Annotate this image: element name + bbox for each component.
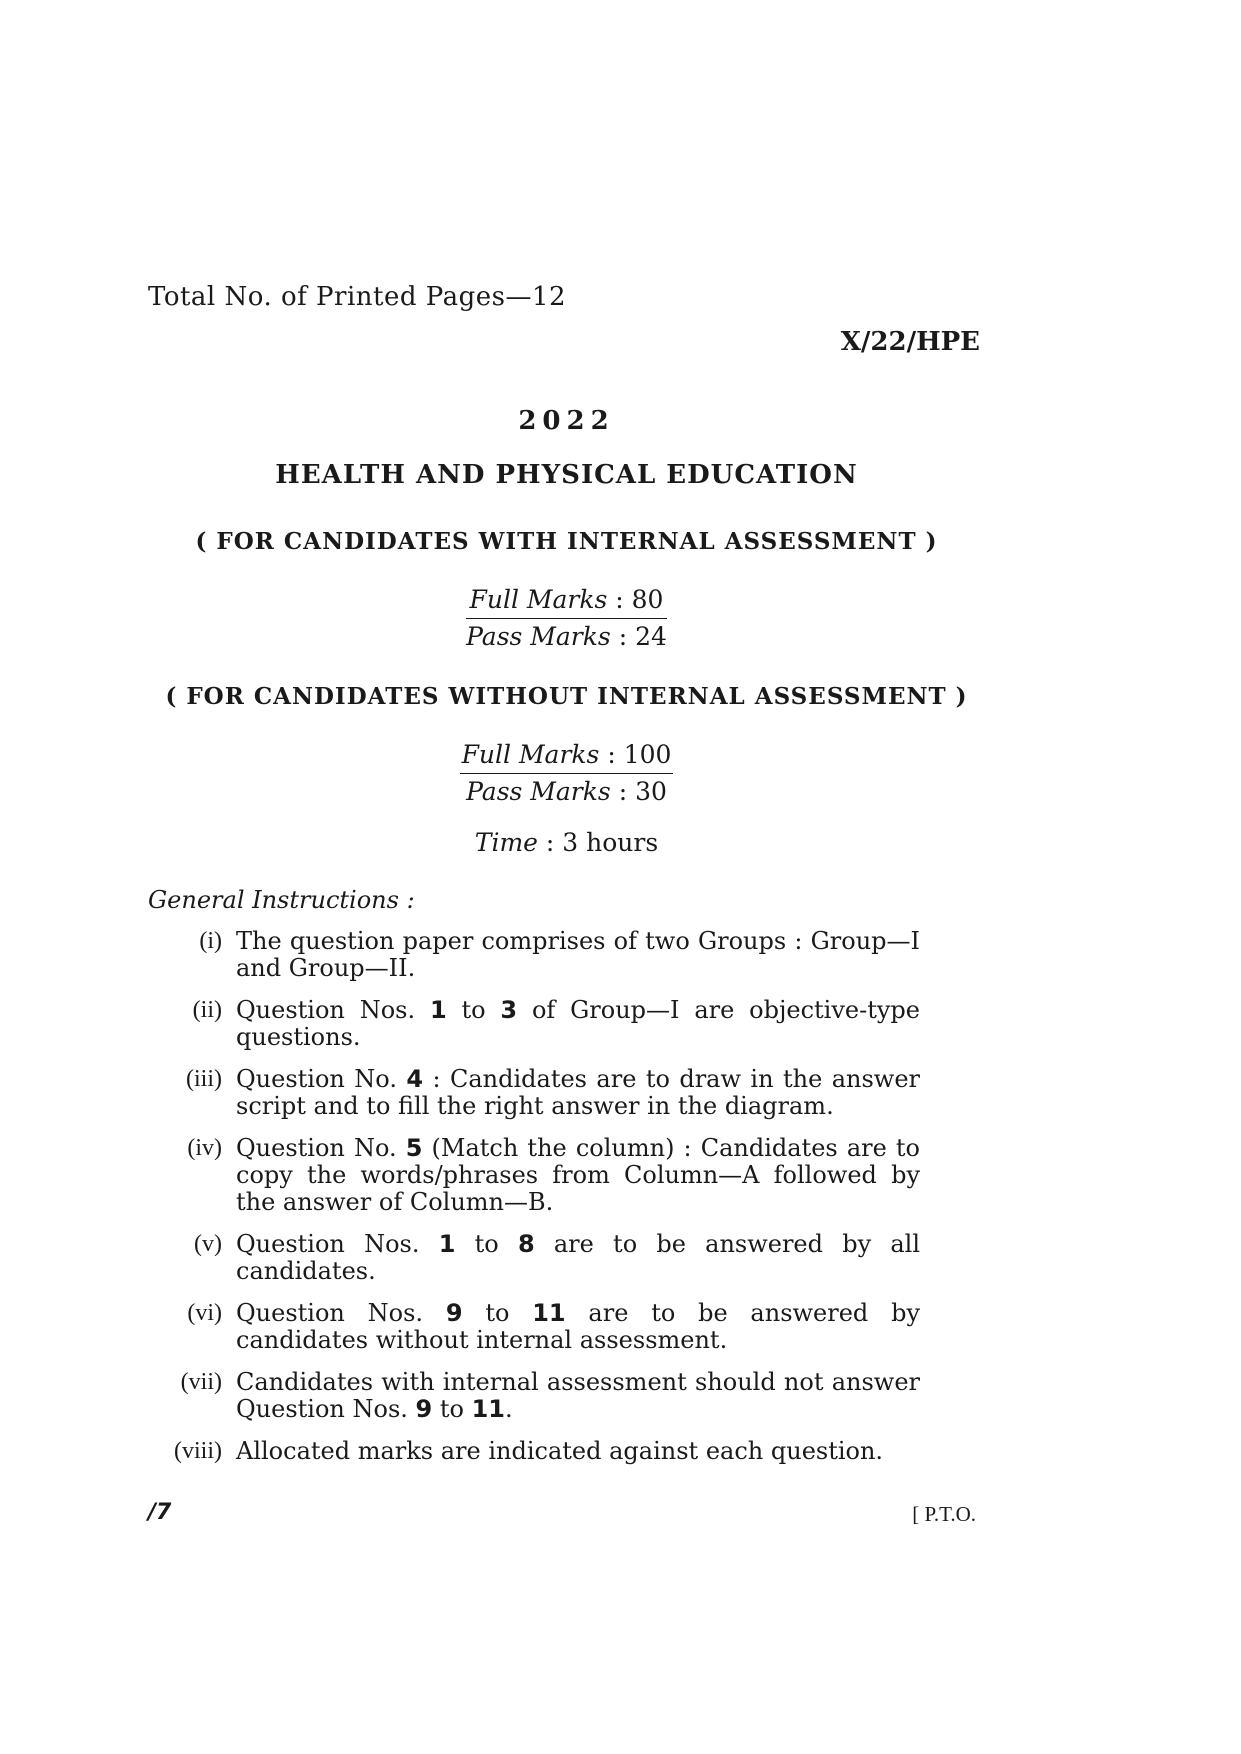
instruction-number: (i) bbox=[199, 928, 222, 954]
with-internal-marks bbox=[0, 582, 1133, 655]
instruction-item bbox=[160, 928, 920, 982]
paper-code: X/22/HPE bbox=[840, 327, 980, 357]
full-marks-line bbox=[466, 582, 667, 619]
pass-marks-label: Pass Marks bbox=[466, 777, 611, 806]
without-internal-heading: ( FOR CANDIDATES WITHOUT INTERNAL ASSESSMENT ) bbox=[165, 683, 968, 710]
full-marks-value: : 80 bbox=[615, 585, 664, 614]
with-internal-heading: ( FOR CANDIDATES WITH INTERNAL ASSESSMENT ) bbox=[195, 528, 938, 555]
instruction-number: (ii) bbox=[192, 997, 222, 1023]
instruction-item bbox=[160, 1369, 920, 1423]
instruction-text: Question Nos. 1 to 8 are to be answered by all candidates. bbox=[236, 1230, 921, 1285]
pass-marks-line bbox=[460, 774, 674, 810]
without-internal-marks bbox=[0, 737, 1133, 810]
pass-marks-line bbox=[466, 619, 667, 655]
time-value: : 3 hours bbox=[545, 828, 659, 857]
exam-year: 2022 bbox=[518, 406, 615, 436]
full-marks-value: : 100 bbox=[607, 740, 672, 769]
full-marks-label: Full Marks bbox=[461, 740, 600, 769]
instruction-number: (viii) bbox=[174, 1438, 222, 1464]
page-code: /7 bbox=[148, 1500, 172, 1525]
please-turn-over: [ P.T.O. bbox=[912, 1502, 976, 1526]
general-instructions-heading: General Instructions : bbox=[148, 886, 415, 914]
pass-marks-value: : 24 bbox=[618, 622, 667, 651]
instruction-number: (v) bbox=[194, 1231, 222, 1257]
instruction-number: (iv) bbox=[187, 1135, 222, 1161]
instruction-text: The question paper comprises of two Groups : Group—I and Group—II. bbox=[236, 927, 920, 982]
total-printed-pages: Total No. of Printed Pages—12 bbox=[148, 282, 567, 312]
instruction-item bbox=[160, 1066, 920, 1120]
instruction-number: (vii) bbox=[180, 1369, 222, 1395]
instruction-number: (vi) bbox=[187, 1300, 222, 1326]
instruction-text: Question Nos. 9 to 11 are to be answered by candidates without internal assessment. bbox=[236, 1299, 921, 1354]
instruction-item bbox=[160, 1231, 920, 1285]
subject-title: HEALTH AND PHYSICAL EDUCATION bbox=[275, 460, 858, 490]
instruction-text: Allocated marks are indicated against each question. bbox=[236, 1437, 884, 1465]
instruction-item bbox=[160, 1438, 920, 1465]
instruction-item bbox=[160, 1300, 920, 1354]
instruction-text: Candidates with internal assessment should not answer Question Nos. 9 to 11. bbox=[236, 1368, 920, 1423]
full-marks-line bbox=[460, 737, 674, 774]
exam-time bbox=[0, 828, 1133, 857]
instruction-text: Question No. 5 (Match the column) : Candidates are to copy the words/phrases from Column—A followed by the answer of Column—B. bbox=[236, 1134, 920, 1216]
instruction-item bbox=[160, 1135, 920, 1216]
full-marks-label: Full Marks bbox=[469, 585, 608, 614]
time-label: Time bbox=[474, 828, 538, 857]
instruction-number: (iii) bbox=[186, 1066, 222, 1092]
pass-marks-label: Pass Marks bbox=[466, 622, 611, 651]
instruction-item bbox=[160, 997, 920, 1051]
pass-marks-value: : 30 bbox=[618, 777, 667, 806]
instruction-text: Question Nos. 1 to 3 of Group—I are objective-type questions. bbox=[236, 996, 920, 1051]
instruction-text: Question No. 4 : Candidates are to draw in the answer script and to fill the right answer in the diagram. bbox=[236, 1065, 921, 1120]
instructions-list bbox=[160, 928, 920, 1480]
